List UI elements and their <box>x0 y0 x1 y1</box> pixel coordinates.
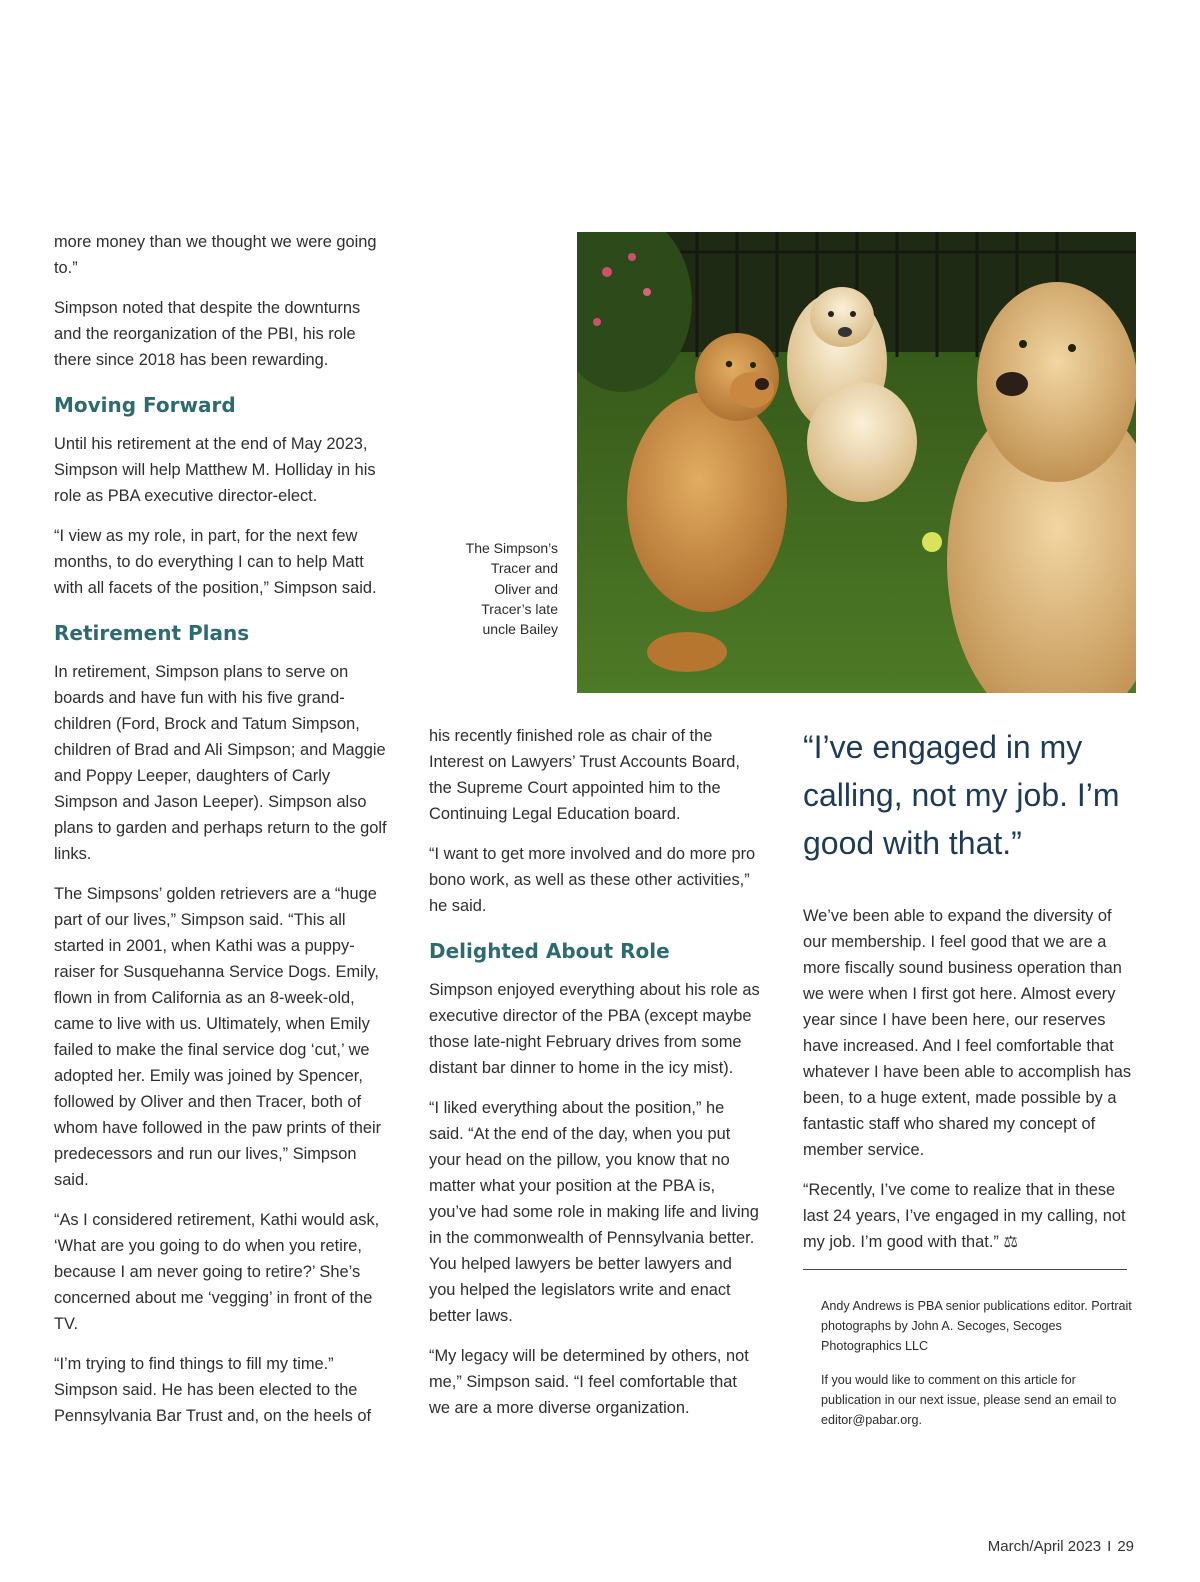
caption-line: Tracer’s late <box>481 600 558 617</box>
caption-line: Oliver and <box>494 580 558 597</box>
paragraph: his recently finished role as chair of the Interest on Lawyers’ Trust Accounts Board, the Supreme Court appointed him to the Continuing Legal Education board. <box>429 727 740 823</box>
golden-retrievers-illustration <box>577 232 1136 693</box>
paragraph: We’ve been able to expand the diversity of our membership. I feel good that we are a more fiscally sound business operation than we were when I first got here. Almost every year since I have been here, our reserves have increased. And I feel comfortable that whatever I have been able to accomplish has been, to a huge extent, made possible by a fantastic staff who shared my concept of member service. <box>803 907 1132 1159</box>
issue-date: March/April 2023 <box>987 1538 1102 1555</box>
paragraph: In retirement, Simpson plans to serve on boards and have fun with his five grandchildren (Ford, Brock and Tatum Simpson, children of Brad and Ali Simpson; and Maggie and Poppy Leeper, daughters of Carly Simpson and Jason Leeper). Simpson also plans to garden and perhaps return to the golf links. <box>54 663 387 863</box>
paragraph: “I liked everything about the position,” he said. “At the end of the day, when you put your head on the pillow, you know that no matter what your position at the PBA is, you’ve had some role in making life and living in the commonwealth of Pennsylvania better. You helped lawyers be better lawyers and you helped the legislators write and enact better laws. <box>429 1099 759 1325</box>
paragraph: “My legacy will be determined by others, not me,” Simpson said. “I feel comfortable that we are a more diverse organization. <box>429 1347 749 1417</box>
page-footer <box>988 1538 1134 1555</box>
paragraph: “I want to get more involved and do more pro bono work, as well as these other activities,” he said. <box>429 845 756 915</box>
dogs-photo <box>577 232 1136 693</box>
subheading-retirement-plans: Retirement Plans <box>54 621 250 645</box>
photo-caption <box>440 538 558 639</box>
divider-rule <box>803 1269 1127 1270</box>
paragraph: “I view as my role, in part, for the next few months, to do everything I can to help Matt with all facets of the position,” Simpson said. <box>54 527 377 597</box>
comment-note: If you would like to comment on this article for publication in our next issue, please send an email to editor@pabar.org. <box>821 1373 1117 1427</box>
paragraph: “I’m trying to find things to fill my time.” Simpson said. He has been elected to the Pennsylvania Bar Trust and, on the heels of <box>54 1355 372 1425</box>
paragraph: Until his retirement at the end of May 2023, Simpson will help Matthew M. Holliday in his role as PBA executive director-elect. <box>54 435 376 505</box>
caption-line: Tracer and <box>490 560 558 577</box>
article-column-1 <box>54 229 392 1443</box>
caption-line: uncle Bailey <box>482 621 558 638</box>
paragraph: more money than we thought we were going to.” <box>54 233 377 277</box>
paragraph: The Simpsons’ golden retrievers are a “huge part of our lives,” Simpson said. “This all started in 2001, when Kathi was a puppy-raiser for Susquehanna Service Dogs. Emily, flown in from California as an 8-week-old, came to live with us. Ultimately, when Emily failed to make the final service dog ‘cut,’ we adopted her. Emily was joined by Spencer, followed by Oliver and then Tracer, both of whom have followed in the paw prints of their predecessors and run our lives,” Simpson said. <box>54 885 382 1189</box>
subheading-delighted-about-role: Delighted About Role <box>429 939 670 963</box>
footer-separator: I <box>1107 1538 1112 1555</box>
paragraph: “Recently, I’ve come to realize that in these last 24 years, I’ve engaged in my calling, not my job. I’m good with that.” ⚖ <box>803 1181 1126 1251</box>
article-column-2 <box>429 723 761 1435</box>
article-column-3 <box>803 723 1137 1444</box>
paragraph: “As I considered retirement, Kathi would ask, ‘What are you going to do when you retire, because I am never going to retire?’ She’s concerned about me ‘vegging’ in front of the TV. <box>54 1211 380 1333</box>
paragraph: Simpson enjoyed everything about his role as executive director of the PBA (except maybe those late-night February drives from some distant bar dinner to home in the icy mist). <box>429 981 760 1077</box>
subheading-moving-forward: Moving Forward <box>54 393 236 417</box>
author-bio: Andy Andrews is PBA senior publications editor. Portrait photographs by John A. Secoges, Secoges Photographics LLC <box>821 1299 1132 1353</box>
paragraph: Simpson noted that despite the downturns and the reorganization of the PBI, his role there since 2018 has been rewarding. <box>54 299 361 369</box>
caption-line: The Simpson’s <box>465 540 558 556</box>
page-number: 29 <box>1117 1538 1134 1555</box>
pull-quote: “I’ve engaged in my calling, not my job. I’m good with that.” <box>803 729 1120 861</box>
